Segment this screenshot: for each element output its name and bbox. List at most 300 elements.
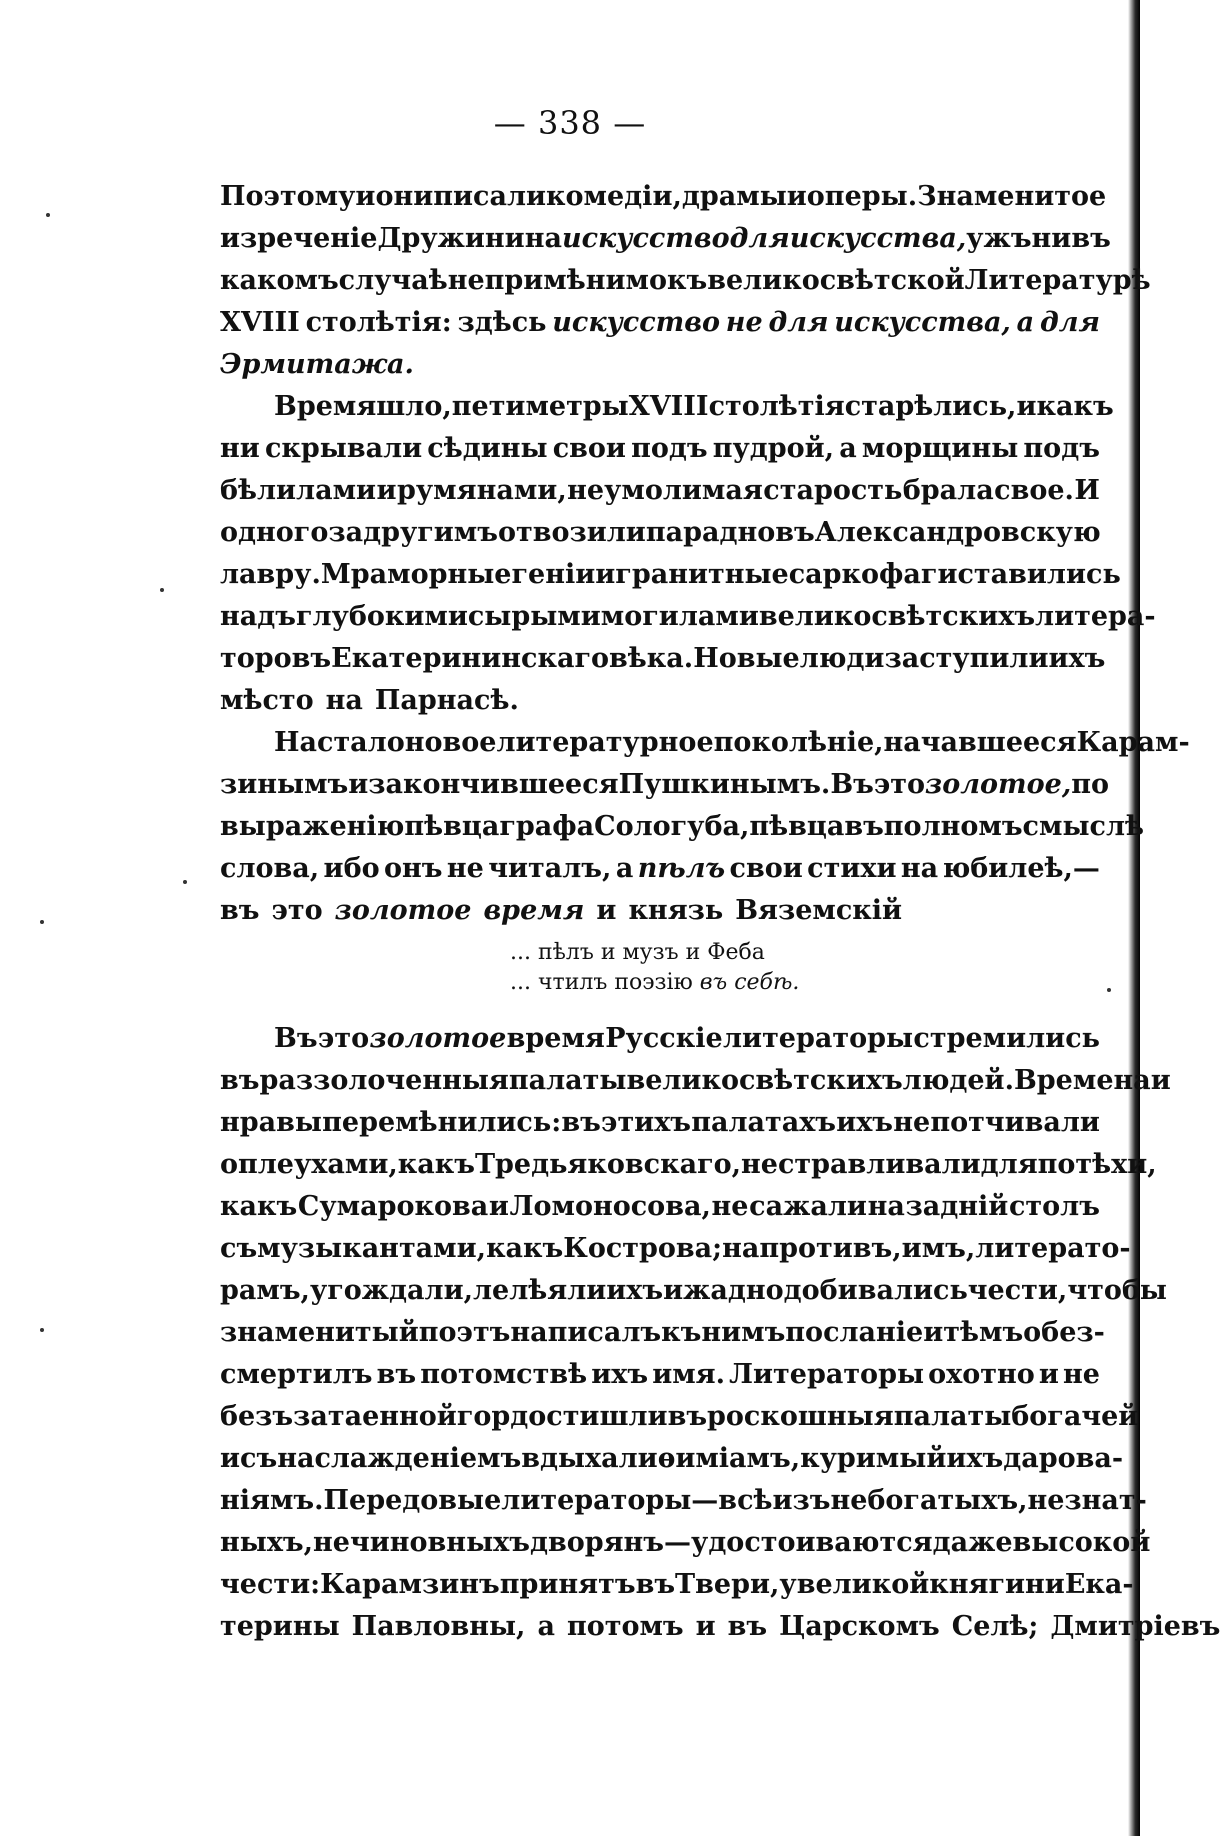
word: случаѣ	[338, 265, 448, 296]
word: геніи	[511, 559, 596, 590]
word: къ	[661, 1317, 702, 1348]
word: даже	[932, 1527, 1013, 1558]
italic-emphasis: для	[768, 307, 829, 338]
word: и	[1038, 1359, 1059, 1390]
word: и	[220, 1443, 241, 1474]
text-line	[220, 1228, 1131, 1270]
word: литераторы	[723, 1023, 914, 1054]
word: и	[786, 181, 807, 212]
word: они	[375, 181, 434, 212]
word: Время	[274, 391, 377, 422]
word: потчивали	[930, 1107, 1100, 1138]
word: читалъ,	[488, 853, 612, 884]
word: заступили	[884, 643, 1049, 674]
word: онъ	[384, 853, 443, 884]
word: безъ	[220, 1401, 294, 1432]
word: пѣвца	[749, 811, 845, 842]
word: бѣлилами	[220, 475, 377, 506]
italic-emphasis: Эрмитажа.	[220, 349, 414, 380]
word: оперы.	[806, 181, 918, 212]
word: и	[1150, 1065, 1171, 1096]
word: и	[595, 559, 616, 590]
word: старѣлись,	[844, 391, 1017, 422]
word: ихъ	[591, 1359, 649, 1390]
scan-speck	[1107, 988, 1111, 992]
word: ныхъ,	[220, 1527, 314, 1558]
word: Кострова;	[563, 1233, 723, 1264]
text-line	[220, 302, 1100, 344]
word: ни	[220, 433, 260, 464]
word: нечиновныхъ	[313, 1527, 530, 1558]
italic-emphasis: золотое	[369, 1023, 507, 1054]
word	[483, 890, 584, 932]
italic-emphasis: золотое,	[925, 769, 1072, 800]
text-line	[220, 1060, 1171, 1102]
word: какъ	[486, 1233, 564, 1264]
word: это	[317, 1023, 370, 1054]
verse-line: ... пѣлъ и музъ и Феба	[510, 940, 765, 965]
word: начавшееся	[883, 727, 1077, 758]
word: на	[325, 685, 363, 716]
word: Мраморные	[320, 559, 512, 590]
word: имя.	[652, 1359, 726, 1390]
word: по	[1071, 769, 1109, 800]
italic-emphasis: для	[1039, 307, 1100, 338]
word: надъ	[220, 601, 296, 632]
word: ихъ	[606, 1275, 664, 1306]
word: въ	[635, 1569, 676, 1600]
word: и	[355, 181, 376, 212]
word: полномъ	[883, 811, 1023, 842]
word: великой	[796, 1569, 930, 1600]
italic-emphasis: въ себѣ.	[699, 970, 800, 995]
word: петиметры	[451, 391, 629, 422]
italic-emphasis: а	[1016, 307, 1035, 338]
word: изъ	[772, 1485, 831, 1516]
word: какъ	[1036, 391, 1114, 422]
text-line	[220, 1312, 1105, 1354]
word: и	[1016, 391, 1037, 422]
word: великосвѣтской	[707, 265, 965, 296]
text-line	[220, 260, 1151, 302]
word: Ломоносова,	[509, 1191, 711, 1222]
word: и	[695, 1611, 716, 1642]
text-line	[220, 596, 1156, 638]
word: добивались	[783, 1275, 968, 1306]
word: для	[980, 1149, 1038, 1180]
word: брала	[902, 475, 994, 506]
word: затаенной	[293, 1401, 457, 1432]
word: ни	[1031, 223, 1072, 254]
word	[335, 890, 472, 932]
word	[925, 764, 1071, 806]
text-line	[220, 806, 1144, 848]
text-line	[220, 1102, 1100, 1144]
word: Вяземскій	[735, 895, 903, 926]
word: вѣка.	[609, 643, 694, 674]
word: какъ	[220, 1191, 298, 1222]
word: XVIII	[220, 307, 300, 338]
paragraph	[220, 176, 1151, 386]
word: Сумарокова	[297, 1191, 489, 1222]
text-line	[220, 176, 1107, 218]
word: шли	[599, 1401, 668, 1432]
scan-speck	[183, 880, 187, 884]
italic-emphasis: время	[483, 895, 585, 926]
word: драмы	[681, 181, 787, 212]
word: въ	[1071, 223, 1111, 254]
text-line	[220, 470, 1100, 512]
paragraph	[220, 722, 1190, 932]
word: Литераторы	[729, 1359, 925, 1390]
word: и	[596, 895, 617, 926]
word: это	[873, 769, 926, 800]
text-line	[220, 554, 1121, 596]
word: парадно	[645, 517, 776, 548]
word	[726, 302, 763, 344]
page-number: — 338 —	[493, 104, 647, 142]
word: жадно	[683, 1275, 784, 1306]
italic-emphasis: искусство	[552, 307, 720, 338]
word: задній	[905, 1191, 1009, 1222]
word	[562, 218, 730, 260]
word: Александровскую	[814, 517, 1101, 548]
word: не	[1063, 1359, 1100, 1390]
text-line	[220, 1480, 1147, 1522]
word: а	[537, 1611, 555, 1642]
text-line	[220, 512, 1100, 554]
word: рамъ,	[220, 1275, 310, 1306]
word: Настало	[274, 727, 405, 758]
word: имъ,	[901, 1233, 976, 1264]
word: потѣхи,	[1037, 1149, 1157, 1180]
word: Селѣ;	[951, 1611, 1039, 1642]
text-line	[220, 386, 1114, 428]
word: поколѣніе,	[713, 727, 884, 758]
text-line	[220, 1606, 1220, 1648]
word: закончившееся	[368, 769, 619, 800]
word: Тредьяковскаго,	[474, 1149, 742, 1180]
word: —	[664, 1527, 692, 1558]
text-line	[220, 1018, 1100, 1060]
word: богачей	[1011, 1401, 1139, 1432]
word	[790, 218, 967, 260]
italic-emphasis: не	[725, 307, 763, 338]
word: Царскомъ	[779, 1611, 940, 1642]
word: въ	[561, 1107, 601, 1138]
word: лелѣяли	[473, 1275, 607, 1306]
word: Передовые	[323, 1485, 502, 1516]
word: Дмитріевъ	[1050, 1611, 1220, 1642]
word: музыкантами,	[257, 1233, 487, 1264]
text-line	[220, 848, 1100, 890]
word	[768, 302, 828, 344]
word: ужъ	[966, 223, 1032, 254]
word: въ	[220, 895, 260, 926]
word: а	[839, 433, 857, 464]
word: потомъ	[566, 1611, 684, 1642]
word: не	[741, 1149, 778, 1180]
word: съ	[240, 1443, 278, 1474]
word: людей.	[902, 1065, 1014, 1096]
word: и	[663, 1275, 684, 1306]
word: писали	[433, 181, 547, 212]
word: какъ	[397, 1149, 475, 1180]
word: въ	[376, 1359, 417, 1390]
text-line	[220, 638, 1106, 680]
word: ихъ	[836, 1107, 894, 1138]
word: изреченіе	[220, 223, 378, 254]
word: сѣдины	[427, 433, 548, 464]
word: пѣвца	[404, 811, 500, 842]
word: въ	[667, 1401, 708, 1432]
word: свое.	[994, 475, 1074, 506]
word: Знаменитое	[917, 181, 1107, 212]
word: какомъ	[220, 265, 339, 296]
word: торовъ	[220, 643, 332, 674]
text-line	[220, 1354, 1100, 1396]
word: старость	[763, 475, 903, 506]
word: подъ	[1023, 433, 1100, 464]
paragraphs-after-verse	[220, 1018, 1220, 1648]
scan-speck	[40, 1328, 44, 1332]
word: поэтъ	[418, 1317, 511, 1348]
word: знаменитый	[220, 1317, 419, 1348]
word: Ека-	[1064, 1569, 1134, 1600]
text-line	[220, 1144, 1157, 1186]
word: Павловны,	[351, 1611, 526, 1642]
word: угождали,	[309, 1275, 474, 1306]
word: литераторы—всѣ	[501, 1485, 773, 1516]
word: слова,	[220, 853, 320, 884]
word: Русскіе	[605, 1023, 723, 1054]
word: И	[1074, 475, 1100, 506]
body-text	[220, 176, 1220, 1648]
word: удостоиваются	[691, 1527, 933, 1558]
word: Времена	[1013, 1065, 1151, 1096]
word: Пушкинымъ.	[618, 769, 831, 800]
word: свои	[729, 853, 803, 884]
word: нимъ	[701, 1317, 786, 1348]
word: литерато-	[975, 1233, 1131, 1264]
word: свои	[552, 433, 626, 464]
word: неумолимая	[567, 475, 763, 506]
word: непримѣнимо	[447, 265, 667, 296]
word: на	[900, 853, 939, 884]
word: комедіи,	[546, 181, 682, 212]
word: Литературѣ	[964, 265, 1151, 296]
word: оплеухами,	[220, 1149, 398, 1180]
word: Въ	[830, 769, 874, 800]
word: съ	[220, 1233, 258, 1264]
word: здѣсь	[457, 307, 547, 338]
word: въ	[844, 811, 884, 842]
word: стремились	[913, 1023, 1100, 1054]
word: Парнасѣ.	[374, 685, 519, 716]
word	[369, 1018, 506, 1060]
word: у	[779, 1569, 797, 1600]
scan-speck	[160, 588, 164, 592]
italic-emphasis: пѣлъ	[637, 853, 726, 884]
word: румянами,	[397, 475, 567, 506]
word: шло,	[376, 391, 452, 422]
word: въ	[727, 1611, 768, 1642]
word: Поэтому	[220, 181, 356, 212]
word: сажали	[749, 1191, 867, 1222]
text-line	[220, 764, 1109, 806]
word: въ	[775, 517, 815, 548]
word	[834, 302, 1011, 344]
word: и	[923, 1317, 944, 1348]
word: незнат-	[1027, 1485, 1147, 1516]
word: столъ	[1008, 1191, 1100, 1222]
word: нравы	[220, 1107, 322, 1138]
word: одного	[220, 517, 329, 548]
word: Сологуба,	[594, 811, 750, 842]
word: куримый	[800, 1443, 947, 1474]
word: другимъ	[363, 517, 498, 548]
word: зинымъ	[220, 769, 349, 800]
word: а	[615, 853, 634, 884]
text-line	[220, 680, 1100, 722]
word: и	[488, 1191, 509, 1222]
italic-emphasis: искусства,	[834, 307, 1011, 338]
word: мѣсто	[220, 685, 314, 716]
text-line	[220, 1270, 1167, 1312]
word: отвозили	[497, 517, 646, 548]
word: напротивъ,	[722, 1233, 902, 1264]
italic-emphasis: искусства,	[789, 223, 967, 254]
verse-line: ... чтилъ поэзію въ себѣ.	[510, 970, 800, 995]
word: вдыхали	[521, 1443, 658, 1474]
word: палатахъ	[691, 1107, 837, 1138]
word: Дружинина	[377, 223, 562, 254]
word: лавру.	[220, 559, 321, 590]
text-line	[220, 1396, 1139, 1438]
italic-emphasis: искусство	[561, 223, 730, 254]
word: тѣмъ	[943, 1317, 1024, 1348]
paragraph	[220, 1018, 1220, 1648]
word: люди	[799, 643, 885, 674]
word: палаты	[508, 1065, 627, 1096]
word: этихъ	[601, 1107, 692, 1138]
word	[552, 302, 720, 344]
word: ніямъ.	[220, 1485, 324, 1516]
word: юбилеѣ,—	[942, 853, 1100, 884]
word: за	[328, 517, 364, 548]
word	[730, 218, 790, 260]
word: принятъ	[499, 1569, 636, 1600]
paragraphs-before-verse	[220, 176, 1190, 932]
word	[220, 344, 414, 386]
word: не	[893, 1107, 931, 1138]
word: ставились	[957, 559, 1121, 590]
word: саркофаги	[788, 559, 958, 590]
word: новое	[404, 727, 497, 758]
word: роскошныя	[707, 1401, 894, 1432]
word: чтобы	[1067, 1275, 1167, 1306]
word	[638, 848, 725, 890]
word: могилами	[600, 601, 759, 632]
word: раззолоченныя	[259, 1065, 509, 1096]
word: это	[271, 895, 323, 926]
word: ѳиміамъ,	[657, 1443, 801, 1474]
word: перемѣнились:	[322, 1107, 562, 1138]
word: время	[506, 1023, 605, 1054]
text-line	[220, 1438, 1124, 1480]
word: обез-	[1023, 1317, 1105, 1348]
word: палаты	[893, 1401, 1012, 1432]
word: литера-	[1035, 601, 1156, 632]
word: Новые	[693, 643, 800, 674]
word: выраженію	[220, 811, 405, 842]
italic-emphasis: золотое	[334, 895, 472, 926]
word: графа	[499, 811, 595, 842]
word: терины	[220, 1611, 340, 1642]
word: княгини	[929, 1569, 1065, 1600]
word	[1017, 302, 1035, 344]
word: чести,	[967, 1275, 1068, 1306]
word: Карамзинъ	[320, 1569, 500, 1600]
word: подъ	[631, 433, 708, 464]
text-line	[220, 1186, 1100, 1228]
word: ихъ	[1048, 643, 1106, 674]
word: глубокими	[295, 601, 468, 632]
word: великосвѣтскихъ	[758, 601, 1036, 632]
word: небогатыхъ,	[830, 1485, 1028, 1516]
word: потомствѣ	[420, 1359, 588, 1390]
word: великосвѣтскихъ	[626, 1065, 903, 1096]
word: не	[711, 1191, 749, 1222]
word: охотно	[928, 1359, 1035, 1390]
word: высокой	[1012, 1527, 1151, 1558]
word: наслажденіемъ	[277, 1443, 522, 1474]
word: написалъ	[510, 1317, 662, 1348]
word: скрывали	[264, 433, 423, 464]
paragraph	[220, 386, 1156, 722]
word: Екатерининскаго	[331, 643, 610, 674]
word: морщины	[861, 433, 1019, 464]
word: чести:	[220, 1569, 321, 1600]
text-line	[220, 218, 1111, 260]
word: пудрой,	[712, 433, 835, 464]
word: Твери,	[675, 1569, 780, 1600]
word: стихи	[807, 853, 897, 884]
word: и	[348, 769, 369, 800]
text-line	[220, 344, 1100, 386]
text-line	[220, 890, 1100, 932]
text-line	[220, 722, 1190, 764]
word: гранитные	[615, 559, 789, 590]
word: Въ	[274, 1023, 318, 1054]
scan-speck	[46, 213, 50, 217]
word: смертилъ	[220, 1359, 373, 1390]
text-line	[220, 1564, 1134, 1606]
word	[1040, 302, 1100, 344]
text-line	[220, 428, 1100, 470]
word: столѣтія	[708, 391, 845, 422]
word: XVIII	[628, 391, 709, 422]
scan-speck	[40, 920, 44, 924]
word: ихъ	[946, 1443, 1004, 1474]
italic-emphasis: для	[729, 223, 790, 254]
word: къ	[666, 265, 708, 296]
word: въ	[220, 1065, 260, 1096]
word: ибо	[323, 853, 380, 884]
text-line	[220, 1522, 1151, 1564]
word: князь	[628, 895, 724, 926]
word: сырыми	[467, 601, 601, 632]
